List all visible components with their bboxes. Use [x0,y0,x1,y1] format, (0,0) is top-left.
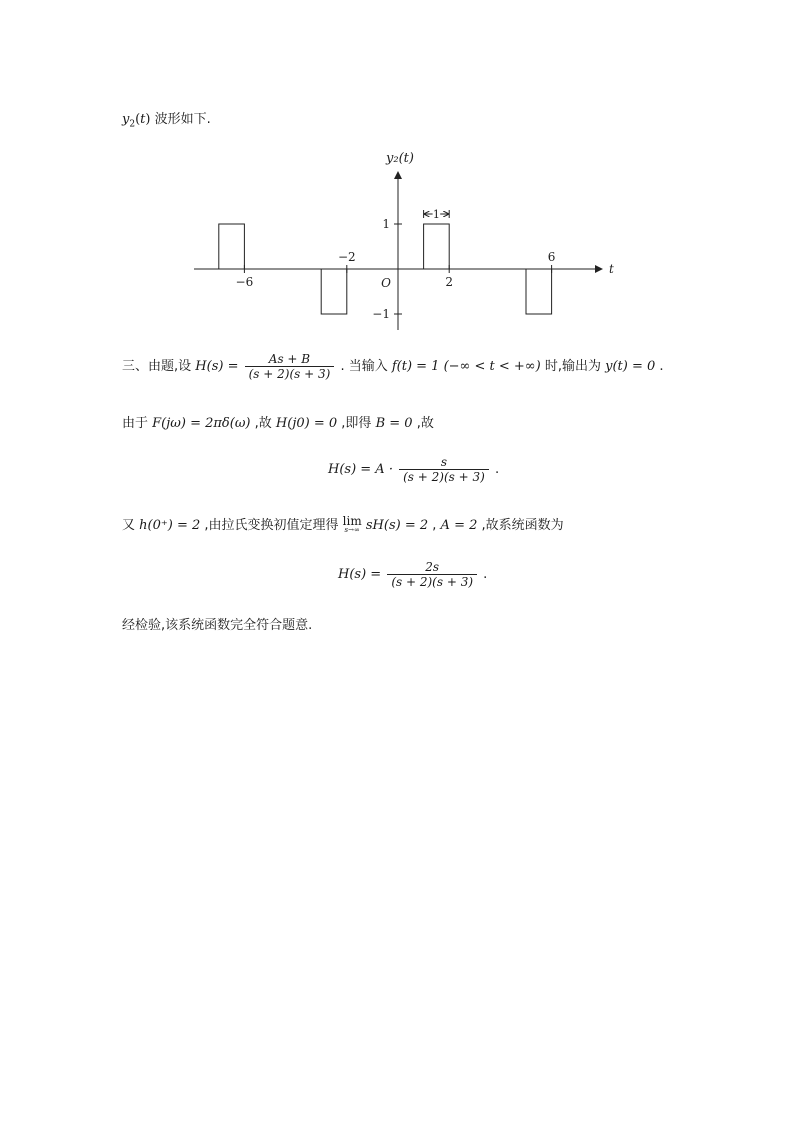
section3-prefix: 三、由题,设 [122,359,192,374]
pulse-3 [424,224,450,269]
y-tick-label-1: 1 [382,217,390,231]
x-tick-label--2: −2 [337,250,356,264]
section3-frac-den: (s + 2)(s + 3) [245,366,335,381]
y-tick-label--1: −1 [372,307,390,321]
line3 [122,514,564,535]
section3-end: . [659,359,664,374]
section3-line [122,352,664,381]
x-tick-label--6: −6 [235,275,254,289]
limit [342,513,362,535]
axis-labels [236,151,614,321]
intro-symbol: y [122,112,130,127]
equation-1 [328,455,499,484]
line2-expr-B: B = 0 [375,416,413,431]
section3-mid: . 当输入 [340,359,388,374]
eq1-fraction [399,455,489,484]
intro-line: $y_2(t)$ 波形如下. [122,112,211,130]
line3-expr-h: h(0⁺) = 2 [139,518,201,533]
x-axis-label: t [609,262,614,276]
line3-text-2: ,由拉氏变换初值定理得 [204,518,339,533]
line3-expr-A: A = 2 [440,518,478,533]
section3-input: f(t) = 1 (−∞ < t < +∞) [391,359,541,374]
x-tick-label-6: 6 [547,250,556,264]
section3-H: H(s) = [195,359,239,374]
pulse-4 [526,269,552,314]
section3-mid2: 时,输出为 [544,359,601,374]
line3-text-4: ,故系统函数为 [481,518,564,533]
line3-text-1: 又 [122,518,136,533]
line2-text-2: ,故 [254,416,272,431]
waveform-figure [190,140,620,340]
section3-frac-num: As + B [268,352,311,366]
x-tick-label-2: 2 [445,275,454,289]
eq2-num: 2s [425,560,440,574]
line3-expr-sH: sH(s) = 2 [365,518,429,533]
pulse-2 [321,269,347,314]
section3-fraction [245,352,335,381]
line3-text-3: , [432,518,437,533]
line2-text-1: 由于 [122,416,149,431]
line2-expr-H: H(j0) = 0 [275,416,338,431]
eq1-lhs: H(s) = A · [328,462,393,477]
origin-label: O [381,276,391,290]
axes [194,172,602,330]
intro-sub: 2 [129,119,136,130]
section3-output: y(t) = 0 [605,359,656,374]
conclusion: 经检验,该系统函数完全符合题意. [122,618,313,633]
pulse-1 [219,224,245,269]
eq1-den: (s + 2)(s + 3) [399,469,489,484]
eq2-lhs: H(s) = [338,567,382,582]
eq2-den: (s + 2)(s + 3) [387,574,477,589]
limit-sub: s→∞ [344,525,360,534]
intro-text: 波形如下. [154,112,211,127]
line2-text-3: ,即得 [341,416,372,431]
eq1-num: s [440,455,448,469]
y-axis-label: y₂(t) [386,151,414,166]
line2 [122,412,434,431]
width-label: 1 [432,208,440,221]
line2-expr-F: F(jω) = 2πδ(ω) [152,416,251,431]
eq2-end: . [483,567,488,582]
equation-2 [338,560,487,589]
eq2-fraction [387,560,477,589]
eq1-end: . [494,462,500,477]
intro-arg: t [140,112,146,127]
limit-word: lim [342,513,362,528]
line2-text-4: ,故 [416,416,434,431]
